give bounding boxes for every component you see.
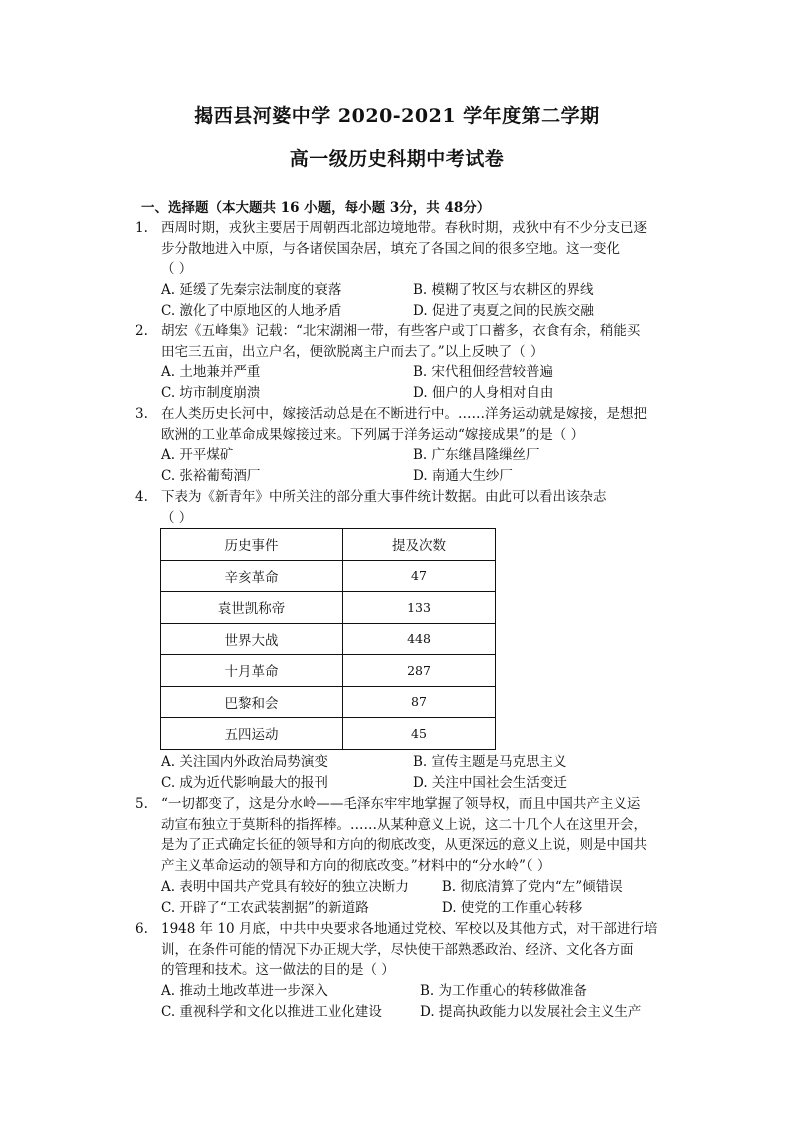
table-header-cell: 提及次数: [343, 529, 496, 561]
question-text-line: 步分散地进入中原，与各诸侯国杂居，填充了各国之间的很多空地。这一变化: [161, 240, 620, 257]
question-text-line: 欧洲的工业革命成果嫁接过来。下列属于洋务运动“嫁接成果”的是（ ）: [161, 426, 585, 443]
question-text-line: 胡宏《五峰集》记载：“北宋湖湘一带，有些客户或丁口蓄多，衣食有余，稍能买: [161, 323, 641, 339]
question-5: [135, 794, 665, 876]
option-b: B. 为工作重心的转移做准备: [420, 983, 588, 999]
question-3-options: [161, 445, 681, 486]
option-b: B. 宋代租佃经营较普遍: [413, 364, 554, 380]
question-4: [135, 487, 665, 528]
table-cell-event: 巴黎和会: [161, 686, 343, 718]
option-c: C. 激化了中原地区的人地矛盾: [161, 302, 342, 319]
question-1: [135, 218, 665, 280]
table-row: [161, 560, 496, 592]
table-row: [161, 718, 496, 750]
question-6-options: [161, 981, 681, 1022]
question-text-line: 田宅三五亩，出立户名，便欲脱离主户而去了。”以上反映了（ ）: [161, 343, 544, 360]
table-cell-event: 袁世凯称帝: [161, 592, 343, 624]
option-a: A. 土地兼并严重: [161, 364, 261, 380]
option-a: A. 关注国内外政治局势演变: [161, 754, 328, 770]
question-text-line: 产主义革命运动的领导和方向的彻底改变。”材料中的“分水岭”（ ）: [161, 857, 551, 874]
table-row: [161, 655, 496, 687]
question-number: 3.: [135, 406, 148, 422]
option-d: D. 南通大生纱厂: [413, 467, 513, 484]
option-b: B. 宣传主题是马克思主义: [413, 754, 567, 770]
question-text-line: 的管理和技术。这一做法的目的是（ ）: [161, 962, 395, 978]
table-header-cell: 历史事件: [161, 529, 343, 561]
table-cell-count: 45: [343, 718, 496, 750]
question-text-line: （ ）: [161, 261, 193, 277]
table-cell-count: 47: [343, 560, 496, 592]
option-c: C. 坊市制度崩溃: [161, 384, 261, 401]
question-text-line: 下表为《新青年》中所关注的部分重大事件统计数据。由此可以看出该杂志: [161, 489, 607, 505]
option-c: C. 重视科学和文化以推进工业化建设: [161, 1003, 382, 1020]
option-b: B. 模糊了牧区与农耕区的界线: [413, 282, 594, 298]
question-text-line: 训，在条件可能的情况下办正规大学，尽快使干部熟悉政治、经济、文化各方面: [161, 941, 634, 958]
option-d: D. 佃户的人身相对自由: [413, 384, 554, 401]
option-c: C. 成为近代影响最大的报刊: [161, 774, 328, 791]
table-cell-count: 87: [343, 686, 496, 718]
question-6: [135, 919, 665, 981]
section-heading: 一、选择题（本大题共 16 小题，每小题 3分，共 48分）: [141, 200, 491, 216]
question-text-line: 在人类历史长河中，嫁接活动总是在不断进行中。……洋务运动就是嫁接，是想把: [161, 406, 647, 422]
option-c: C. 张裕葡萄酒厂: [161, 467, 261, 484]
question-1-options: [161, 280, 681, 321]
table-cell-event: 世界大战: [161, 623, 343, 655]
table-cell-event: 五四运动: [161, 718, 343, 750]
question-4-options: [161, 752, 681, 793]
question-number: 1.: [135, 220, 148, 236]
option-d: D. 关注中国社会生活变迁: [413, 774, 567, 791]
option-a: A. 推动土地改革进一步深入: [161, 983, 328, 999]
table-row: [161, 592, 496, 624]
question-text-line: （ ）: [161, 509, 193, 526]
question-text-line: 是为了正式确定长征的领导和方向的彻底改变，从更深远的意义上说，则是中国共: [161, 837, 647, 853]
option-d: D. 促进了夷夏之间的民族交融: [413, 302, 594, 319]
event-statistics-table: [160, 528, 496, 750]
question-text-line: 动宣布独立于莫斯科的指挥棒。……从某种意义上说，这二十几个人在这里开会，: [161, 816, 647, 833]
option-a: A. 开平煤矿: [161, 447, 234, 463]
option-b: B. 广东继昌隆缫丝厂: [413, 447, 540, 463]
table-cell-count: 448: [343, 623, 496, 655]
option-a: A. 延缓了先秦宗法制度的衰落: [161, 282, 342, 298]
question-text-line: “一切都变了，这是分水岭——毛泽东牢牢地掌握了领导权，而且中国共产主义运: [161, 796, 641, 812]
question-number: 2.: [135, 323, 148, 339]
question-2: [135, 321, 665, 362]
question-number: 5.: [135, 796, 148, 812]
table-row: [161, 623, 496, 655]
question-3: [135, 404, 665, 445]
question-2-options: [161, 362, 681, 403]
question-number: 6.: [135, 921, 148, 937]
question-text-line: 西周时期，戎狄主要居于周朝西北部边境地带。春秋时期，戎狄中有不少分支已逐: [161, 220, 647, 236]
table-cell-count: 287: [343, 655, 496, 687]
question-number: 4.: [135, 489, 148, 505]
option-d: D. 使党的工作重心转移: [441, 899, 583, 916]
table-cell-count: 133: [343, 592, 496, 624]
table-row: [161, 686, 496, 718]
exam-title-line1: 揭西县河婆中学 2020-2021 学年度第二学期: [194, 105, 600, 127]
option-c: C. 开辟了“工农武装割据”的新道路: [161, 899, 369, 916]
question-5-options: [161, 877, 681, 918]
exam-title-line2: 高一级历史科期中考试卷: [289, 148, 505, 170]
option-a: A. 表明中国共产党具有较好的独立决断力: [161, 879, 409, 895]
table-header-row: [161, 529, 496, 561]
option-b: B. 彻底清算了党内“左”倾错误: [441, 879, 623, 895]
table-cell-event: 辛亥革命: [161, 560, 343, 592]
table-cell-event: 十月革命: [161, 655, 343, 687]
option-d: D. 提高执政能力以发展社会主义生产: [420, 1003, 642, 1020]
question-text-line: 1948 年 10 月底，中共中央要求各地通过党校、军校以及其他方式，对干部进行培: [161, 921, 658, 937]
